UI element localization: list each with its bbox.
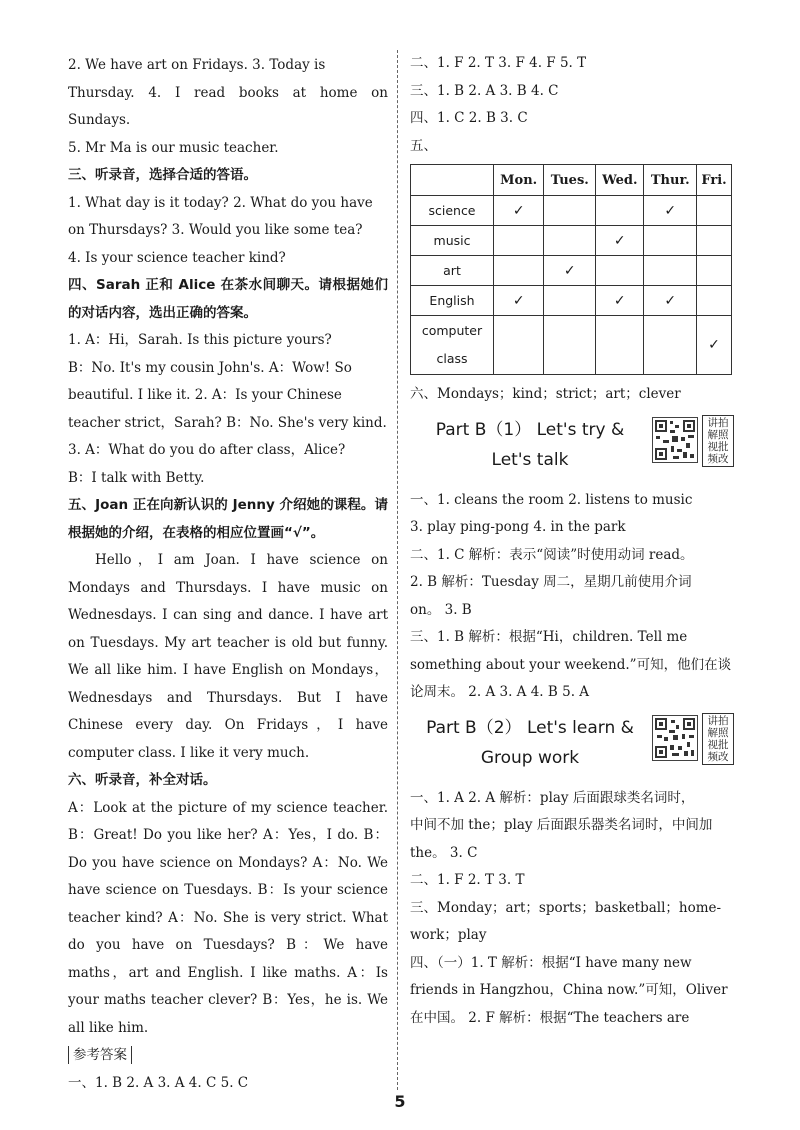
part-b2-title: Part B（2） Let's learn & [426,717,634,738]
qr-code-icon[interactable] [652,417,698,463]
empty-cell [697,226,732,256]
answer-line: friends in Hangzhou，China now.”可知，Oliver [410,982,728,998]
table-header-cell: Mon. [494,165,544,196]
empty-cell [544,316,596,375]
right-column [410,50,732,1032]
empty-cell [544,226,596,256]
answer-line: 五、 [410,137,437,154]
section-6-dialog: A：Look at the picture of my science teacher. B：Great! Do you like her? A：Yes，I do. B：Do you have science on Mondays? A：No. We have science on Tuesdays. B：Is your science teacher kind? A：No. She is very strict. What do you have on Tuesdays? B：We have maths，art and English. I like maths. A：Is your maths teacher clever? B：Yes，he is. We all like him. [68,799,388,1036]
empty-cell [544,196,596,226]
answer-line: 中间不加 the；play 后面跟乐器类名词时，中间加 [410,817,713,833]
answer-line: Thursday. 4. I read books at home on Sundays. [68,84,388,128]
empty-cell [596,316,644,375]
table-row [411,256,732,286]
check-mark-cell: ✓ [494,196,544,226]
script-line: on Thursdays? 3. Would you like some tea? [68,222,363,238]
check-mark-cell: ✓ [697,316,732,375]
column-divider [397,50,398,1090]
subject-cell: science [411,196,494,226]
answer-line: 3. play ping-pong 4. in the park [410,519,626,535]
section-5-title: 五、Joan 正在向新认识的 Jenny 介绍她的课程。请根据她的介绍，在表格的相应位置画“√”。 [68,497,388,541]
left-column [68,52,388,1097]
answer-line: the。 3. C [410,844,478,861]
script-line: 1. What day is it today? 2. What do you have [68,194,373,211]
answer-line: 一、1. B 2. A 3. A 4. C 5. C [68,1074,249,1091]
table-header-cell: Tues. [544,165,596,196]
part-b2-subtitle: Group work [480,747,580,768]
reference-answer-bracket: 参考答案 [68,1046,132,1064]
dialog-line: teacher strict，Sarah? B：No. She's very kind. [68,414,387,431]
empty-cell [544,286,596,316]
answer-line: 三、1. B 2. A 3. B 4. C [410,82,559,99]
empty-cell [494,226,544,256]
empty-cell [494,316,544,375]
empty-cell [697,256,732,286]
subject-cell: computer class [411,316,494,375]
answer-line: 三、Monday；art；sports；basketball；home- [410,899,722,916]
part-b1-subtitle: Let's talk [491,449,569,470]
empty-cell [596,196,644,226]
check-mark-cell: ✓ [596,226,644,256]
answer-line: work；play [410,927,487,943]
dialog-line: B：No. It's my cousin John's. A：Wow! So [68,359,352,376]
answer-line: 论周末。 2. A 3. A 4. B 5. A [410,684,590,700]
section-4-title: 四、Sarah 正和 Alice 在茶水间聊天。请根据她们的对话内容，选出正确的答案。 [68,277,388,321]
check-mark-cell: ✓ [494,286,544,316]
answer-line: 5. Mr Ma is our music teacher. [68,139,279,156]
part-b1-title: Part B（1） Let's try & [435,419,625,440]
dialog-line: B：I talk with Betty. [68,469,205,486]
subject-cell: music [411,226,494,256]
empty-cell [697,196,732,226]
answer-line: something about your weekend.”可知，他们在谈 [410,656,732,673]
script-line: 4. Is your science teacher kind? [68,249,286,266]
subject-cell: art [411,256,494,286]
schedule-table [410,164,732,375]
check-mark-cell: ✓ [544,256,596,286]
answer-line: 三、1. B 解析：根据“Hi，children. Tell me [410,629,688,645]
table-header-cell: Thur. [644,165,697,196]
section-5-passage: Hello，I am Joan. I have science on Mondays and Thursdays. I have music on Wednesdays. I can sing and dance. I have art on Tuesdays. My art teacher is old but funny. We all like him. I have English on Mondays，Wednesdays and Thursdays. But I have Chinese every day. On Fridays，I have computer class. I like it very much. [68,552,388,761]
answer-line: 六、Mondays；kind；strict；art；clever [410,386,681,402]
empty-cell [644,316,697,375]
answer-line: 一、1. A 2. A 解析：play 后面跟球类名词时， [410,789,695,806]
answer-line: 2. We have art on Fridays. 3. Today is [68,57,326,73]
empty-cell [644,256,697,286]
empty-cell [596,256,644,286]
table-header-row [411,165,732,196]
page-number: 5 [394,1092,406,1111]
dialog-line: beautiful. I like it. 2. A：Is your Chinese [68,387,342,403]
section-3-title: 三、听录音，选择合适的答语。 [68,167,257,183]
reference-answer-label [68,1042,388,1070]
empty-cell [644,226,697,256]
table-row [411,196,732,226]
section-6-title: 六、听录音，补全对话。 [68,772,217,788]
dialog-line: 1. A：Hi，Sarah. Is this picture yours? [68,332,332,348]
empty-cell [494,256,544,286]
table-row [411,226,732,256]
qr-label: 讲拍解照视批频改 [702,713,734,765]
table-header-cell [411,165,494,196]
answer-line: 一、1. cleans the room 2. listens to music [410,491,693,508]
part-b1-header [410,413,732,485]
empty-cell [697,286,732,316]
table-row [411,286,732,316]
check-mark-cell: ✓ [644,286,697,316]
answer-line: 二、1. F 2. T 3. T [410,872,525,888]
table-row [411,316,732,375]
answer-line: 2. B 解析：Tuesday 周二，星期几前使用介词 [410,574,692,590]
table-header-cell: Wed. [596,165,644,196]
qr-code-icon[interactable] [652,715,698,761]
qr-label: 讲拍解照视批频改 [702,415,734,467]
answer-line: on。 3. B [410,601,472,618]
dialog-line: 3. A：What do you do after class，Alice? [68,442,346,458]
check-mark-cell: ✓ [644,196,697,226]
answer-line: 四、（一）1. T 解析：根据“I have many new [410,954,692,971]
subject-cell: English [411,286,494,316]
answer-line: 二、1. C 解析：表示“阅读”时使用动词 read。 [410,546,694,563]
part-b2-header [410,711,732,783]
check-mark-cell: ✓ [596,286,644,316]
answer-line: 四、1. C 2. B 3. C [410,110,528,126]
answer-line: 在中国。 2. F 解析：根据“The teachers are [410,1009,690,1026]
answer-line: 二、1. F 2. T 3. F 4. F 5. T [410,55,587,71]
table-header-cell: Fri. [697,165,732,196]
